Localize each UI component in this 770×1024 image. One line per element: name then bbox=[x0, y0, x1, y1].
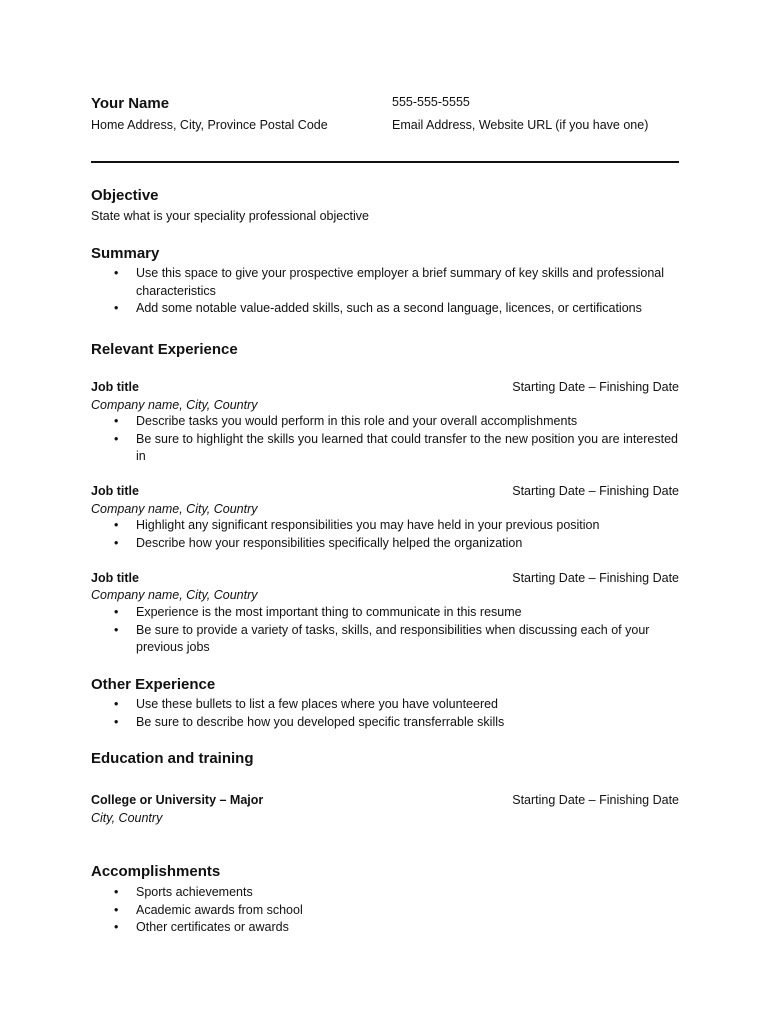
education-dates: Starting Date – Finishing Date bbox=[512, 793, 679, 807]
bullet-text: Be sure to provide a variety of tasks, skills, and responsibilities when discussing each of your previous jobs bbox=[136, 622, 650, 654]
job-dates: Starting Date – Finishing Date bbox=[512, 571, 679, 585]
other-experience-heading: Other Experience bbox=[91, 676, 216, 693]
bullet-icon: • bbox=[114, 535, 119, 550]
email-website: Email Address, Website URL (if you have one) bbox=[392, 118, 649, 132]
list-item bbox=[91, 696, 681, 714]
bullet-text: Other certificates or awards bbox=[136, 920, 289, 934]
objective-heading: Objective bbox=[91, 187, 159, 204]
bullet-icon: • bbox=[114, 920, 119, 934]
bullet-text: Experience is the most important thing to communicate in this resume bbox=[136, 605, 522, 619]
bullet-icon: • bbox=[114, 622, 119, 637]
list-item bbox=[91, 714, 681, 732]
experience-heading: Relevant Experience bbox=[91, 341, 238, 358]
list-item bbox=[91, 535, 681, 553]
list-item bbox=[91, 604, 681, 622]
bullet-text: Add some notable value-added skills, such as a second language, licences, or certifications bbox=[136, 301, 642, 315]
list-item bbox=[91, 517, 681, 535]
header-divider bbox=[91, 161, 679, 163]
list-item bbox=[91, 884, 681, 902]
job-dates: Starting Date – Finishing Date bbox=[512, 380, 679, 394]
bullet-text: Academic awards from school bbox=[136, 902, 303, 917]
list-item bbox=[91, 413, 681, 431]
bullet-text: Describe how your responsibilities specifically helped the organization bbox=[136, 535, 523, 550]
list-item bbox=[91, 902, 681, 920]
job-title: Job title bbox=[91, 380, 139, 394]
resume-name: Your Name bbox=[91, 95, 170, 112]
job-company: Company name, City, Country bbox=[91, 398, 258, 412]
job-title: Job title bbox=[91, 484, 139, 498]
bullet-icon: • bbox=[114, 902, 119, 917]
job-header bbox=[91, 483, 679, 500]
job-bullets bbox=[91, 604, 681, 657]
list-item bbox=[91, 431, 681, 466]
home-address: Home Address, City, Province Postal Code bbox=[91, 118, 328, 132]
bullet-icon: • bbox=[114, 414, 119, 428]
job-bullets bbox=[91, 517, 681, 552]
bullet-icon: • bbox=[114, 714, 119, 729]
education-location: City, Country bbox=[91, 811, 163, 825]
job-header bbox=[91, 379, 679, 396]
job-bullets bbox=[91, 413, 681, 466]
bullet-icon: • bbox=[114, 518, 119, 532]
list-item bbox=[91, 265, 681, 300]
bullet-icon: • bbox=[114, 431, 119, 446]
job-header bbox=[91, 570, 679, 587]
bullet-icon: • bbox=[114, 301, 119, 315]
bullet-text: Use this space to give your prospective employer a brief summary of key skills and professional characteristics bbox=[136, 266, 665, 298]
bullet-text: Be sure to describe how you developed specific transferrable skills bbox=[136, 714, 505, 729]
job-dates: Starting Date – Finishing Date bbox=[512, 484, 679, 498]
bullet-icon: • bbox=[114, 266, 119, 280]
accomplishments-heading: Accomplishments bbox=[91, 863, 221, 880]
list-item bbox=[91, 919, 681, 937]
bullet-text: Highlight any significant responsibilities you may have held in your previous position bbox=[136, 518, 600, 532]
education-heading: Education and training bbox=[91, 750, 254, 767]
bullet-text: Sports achievements bbox=[136, 885, 253, 899]
job-title: Job title bbox=[91, 571, 139, 585]
list-item bbox=[91, 300, 681, 318]
bullet-text: Be sure to highlight the skills you learned that could transfer to the new position you are interested in bbox=[136, 431, 678, 463]
bullet-icon: • bbox=[114, 885, 119, 899]
summary-list bbox=[91, 265, 681, 318]
education-header bbox=[91, 792, 679, 809]
bullet-text: Use these bullets to list a few places where you have volunteered bbox=[136, 697, 499, 711]
list-item bbox=[91, 622, 681, 657]
summary-heading: Summary bbox=[91, 245, 160, 262]
accomplishments-list bbox=[91, 884, 681, 937]
objective-text: State what is your speciality professional objective bbox=[91, 209, 369, 223]
phone-number: 555-555-5555 bbox=[392, 95, 470, 109]
bullet-icon: • bbox=[114, 605, 119, 619]
job-company: Company name, City, Country bbox=[91, 588, 258, 602]
other-experience-list bbox=[91, 696, 681, 731]
school-major: College or University – Major bbox=[91, 793, 264, 807]
bullet-text: Describe tasks you would perform in this role and your overall accomplishments bbox=[136, 414, 578, 428]
job-company: Company name, City, Country bbox=[91, 502, 258, 516]
bullet-icon: • bbox=[114, 697, 119, 711]
